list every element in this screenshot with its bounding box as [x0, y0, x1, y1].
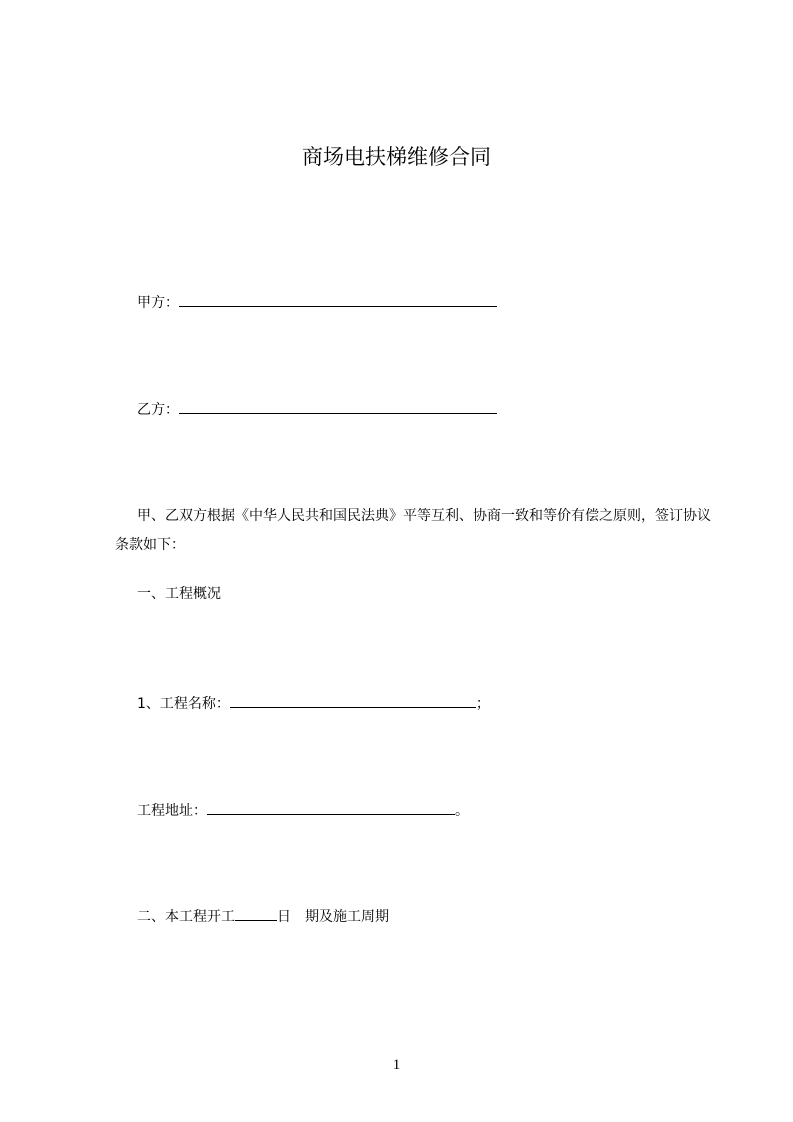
party-b-blank	[179, 398, 497, 414]
project-address-suffix: 。	[455, 803, 469, 819]
project-name-blank	[230, 692, 476, 708]
section2-suffix: 期及施工周期	[305, 909, 389, 925]
project-name-label: 1、工程名称：	[137, 696, 230, 712]
section1-heading: 一、工程概况	[137, 586, 221, 602]
party-b-label: 乙方：	[137, 402, 179, 418]
project-address-label: 工程地址：	[137, 803, 207, 819]
party-a-line	[137, 291, 497, 313]
section2-date-blank	[235, 905, 277, 921]
document-title: 商场电扶梯维修合同	[302, 145, 491, 169]
section2-heading	[137, 905, 389, 927]
party-a-blank	[179, 291, 497, 307]
project-address-line	[137, 799, 469, 821]
project-address-blank	[207, 799, 455, 815]
page-number: 1	[392, 1057, 401, 1073]
section2-prefix: 二、本工程开工	[137, 909, 235, 925]
section2-day: 日	[277, 909, 291, 925]
party-a-label: 甲方：	[137, 295, 179, 311]
intro-paragraph: 甲、乙双方根据《中华人民共和国民法典》平等互利、协商一致和等价有偿之原则，签订协议条款如下：	[115, 508, 711, 553]
project-name-line	[137, 692, 490, 714]
project-name-suffix: ；	[475, 696, 490, 712]
party-b-line	[137, 398, 497, 420]
